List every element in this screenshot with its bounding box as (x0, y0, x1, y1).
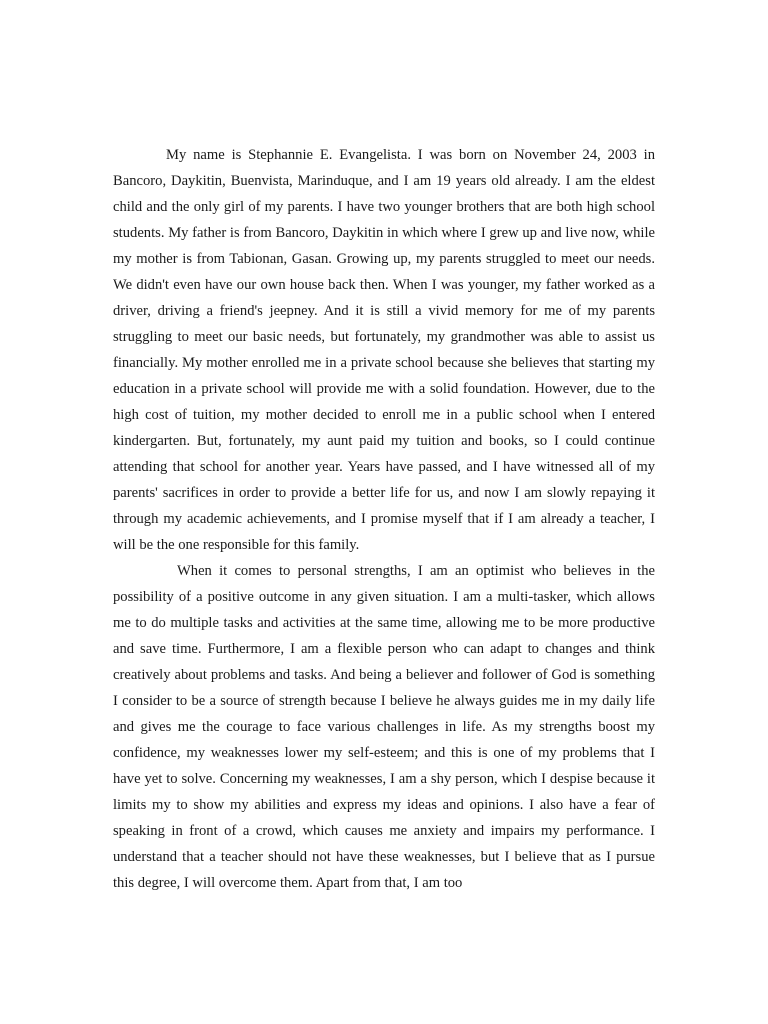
paragraph-strengths-weaknesses: When it comes to personal strengths, I am an optimist who believes in the possibility of a positive outcome in any given situation. I am a multi-tasker, which allows me to do multiple tasks and activities at the same time, allowing me to be more productive and save time. Furthermore, I am a flexible person who can adapt to changes and think creatively about problems and tasks. And being a believer and follower of God is something I consider to be a source of strength because I believe he always guides me in my daily life and gives me the courage to face various challenges in life. As my strengths boost my confidence, my weaknesses lower my self-esteem; and this is one of my problems that I have yet to solve. Concerning my weaknesses, I am a shy person, which I despise because it limits my to show my abilities and express my ideas and opinions. I also have a fear of speaking in front of a crowd, which causes me anxiety and impairs my performance. I understand that a teacher should not have these weaknesses, but I believe that as I pursue this degree, I will overcome them. Apart from that, I am too (113, 563, 655, 891)
essay-body (113, 142, 655, 896)
paragraph-background: My name is Stephannie E. Evangelista. I was born on November 24, 2003 in Bancoro, Daykitin, Buenvista, Marinduque, and I am 19 years old already. I am the eldest child and the only girl of my parents. I have two younger brothers that are both high school students. My father is from Bancoro, Daykitin in which where I grew up and live now, while my mother is from Tabionan, Gasan. Growing up, my parents struggled to meet our needs. We didn't even have our own house back then. When I was younger, my father worked as a driver, driving a friend's jeepney. And it is still a vivid memory for me of my parents struggling to meet our basic needs, but fortunately, my grandmother was able to assist us financially. My mother enrolled me in a private school because she believes that starting my education in a private school will provide me with a solid foundation. However, due to the high cost of tuition, my mother decided to enroll me in a public school when I entered kindergarten. But, fortunately, my aunt paid my tuition and books, so I could continue attending that school for another year. Years have passed, and I have witnessed all of my parents' sacrifices in order to provide a better life for us, and now I am slowly repaying it through my academic achievements, and I promise myself that if I am already a teacher, I will be the one responsible for this family. (113, 147, 655, 553)
